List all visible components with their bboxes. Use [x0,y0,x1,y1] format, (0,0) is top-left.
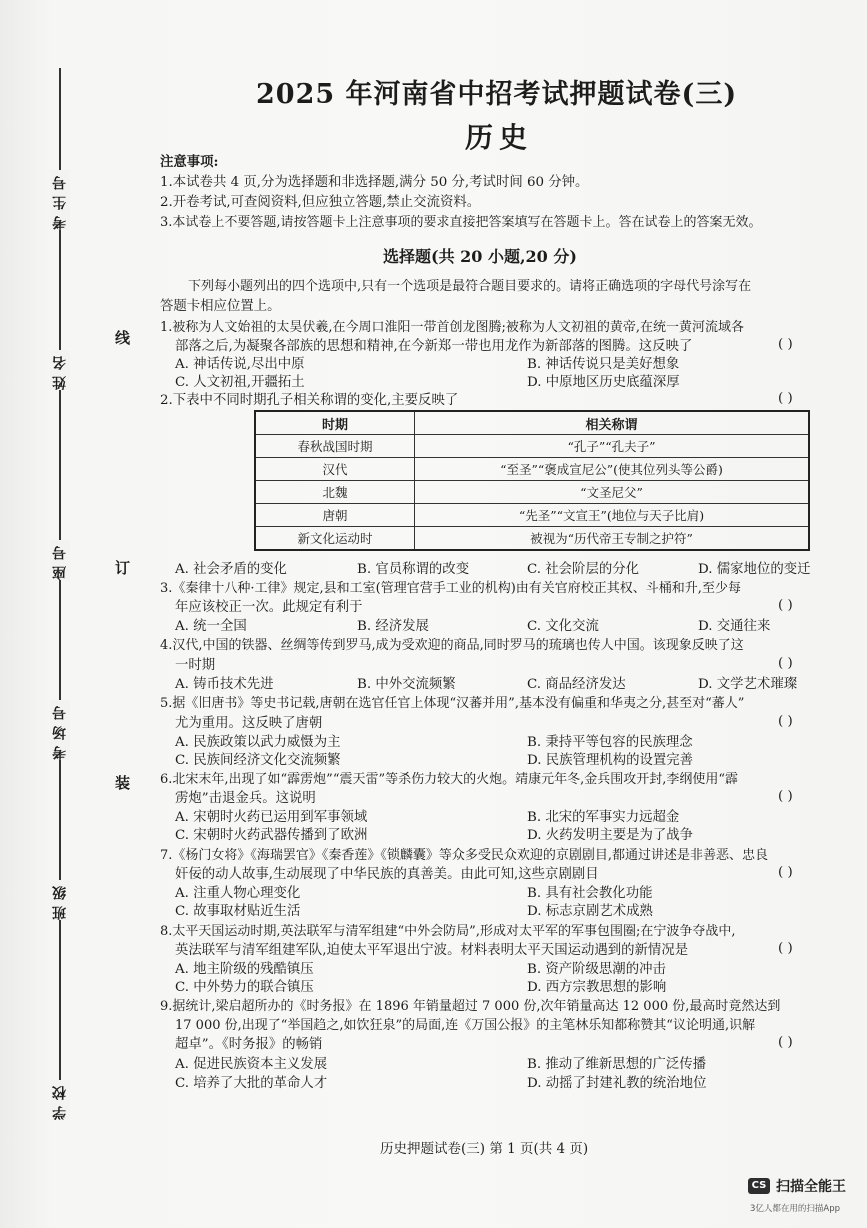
answer-blank: ( ) [778,789,793,804]
option-c: C. 中外势力的联合镇压 [175,980,314,995]
question-3-stem: 年应该校正一次。此规定有利于 [175,600,363,615]
scanner-badge [748,1176,846,1196]
option-b: B. 具有社会教化功能 [527,886,653,901]
answer-blank: ( ) [778,865,793,880]
option-a: A. 民族政策以武力威慑为主 [175,735,341,750]
table-cell: 新文化运动时 [255,527,415,551]
option-b: B. 北宋的军事实力远超金 [527,810,680,825]
subject-title: 历史 [465,121,534,154]
binding-margin [0,0,131,1228]
field-room: 考场号 [52,700,68,760]
scanner-name: 扫描全能王 [776,1179,846,1195]
option-c: C. 商品经济发达 [527,677,626,692]
option-a: A. 地主阶级的残酷镇压 [175,962,314,977]
scanner-logo-icon: CS [748,1178,770,1194]
page-footer: 历史押题试卷(三) 第 1 页(共 4 页) [380,1141,589,1157]
cut-mark-bind: 订 [113,560,131,575]
option-b: B. 资产阶级思潮的冲击 [527,962,666,977]
option-d: D. 中原地区历史底蕴深厚 [527,375,680,390]
option-d: D. 火药发明主要是为了战争 [527,828,694,843]
option-a: A. 铸币技术先进 [175,677,274,692]
option-d: D. 儒家地位的变迁 [698,562,811,577]
answer-blank: ( ) [778,1035,793,1050]
option-b: B. 官员称谓的改变 [357,562,470,577]
cut-mark-staple: 装 [113,775,131,790]
question-9-stem: 超卓”。《时务报》的畅销 [175,1037,323,1052]
option-d: D. 西方宗教思想的影响 [527,980,667,995]
table-cell: 汉代 [255,458,415,481]
option-c: C. 文化交流 [527,619,599,634]
question-6-stem: 6.北宋末年,出现了如“霹雳炮”“震天雷”等杀伤力较大的火炮。靖康元年冬,金兵围攻开封,李纲使用“霹 [160,772,739,787]
option-b: B. 中外交流频繁 [357,677,456,692]
question-7-stem: 7.《杨门女将》《海瑞罢官》《秦香莲》《锁麟囊》等众多受民众欢迎的京剧剧目,都通过讲述是非善恶、忠良 [160,848,769,863]
question-9-stem: 17 000 份,出现了“举国趋之,如饮狂泉”的局面,连《万国公报》的主笔林乐知都称赞其“议论明通,识解 [175,1018,756,1033]
section-instruction: 答题卡相应位置上。 [160,299,281,314]
option-c: C. 社会阶层的分化 [527,562,640,577]
table-cell: 春秋战国时期 [255,435,415,458]
option-c: C. 民族间经济文化交流频繁 [175,753,341,768]
answer-blank: ( ) [778,941,793,956]
option-a: A. 神话传说,尽出中原 [175,357,305,372]
cut-mark-line: 线 [113,330,131,345]
option-c: C. 人文初祖,开疆拓土 [175,375,305,390]
honorifics-table [254,410,810,551]
table-cell: 北魏 [255,481,415,504]
question-4-stem: 4.汉代,中国的铁器、丝绸等传到罗马,成为受欢迎的商品,同时罗马的琉璃也传人中国。该现象反映了这 [160,638,744,653]
table-cell: “孔子”“孔夫子” [415,435,810,458]
question-1-stem: 部落之后,为凝聚各部族的思想和精神,在今新郑一带也用龙作为新部落的图腾。这反映了 [175,339,693,354]
option-c: C. 培养了大批的革命人才 [175,1076,328,1091]
table-header-row [255,411,809,435]
option-d: D. 标志京剧艺术成熟 [527,904,653,919]
section-title: 选择题(共 20 小题,20 分) [383,247,577,266]
table-row [255,481,809,504]
option-a: A. 社会矛盾的变化 [175,562,287,577]
field-school: 学校 [52,1080,68,1120]
field-exam-number: 考生号 [52,170,68,230]
table-cell: 被视为“历代帝王专制之护符” [415,527,810,551]
note-item: 3.本试卷上不要答题,请按答题卡上注意事项的要求直接把答案填写在答题卡上。答在试卷上的答案无效。 [160,215,762,230]
question-5-stem: 尤为重用。这反映了唐朝 [175,716,323,731]
option-b: B. 经济发展 [357,619,429,634]
field-seat: 座号 [52,540,68,580]
option-a: A. 注重人物心理变化 [175,886,301,901]
scanner-tagline: 3亿人都在用的扫描App [750,1204,841,1214]
option-b: B. 神话传说只是美好想象 [527,357,680,372]
question-1-stem: 1.被称为人文始祖的太昊伏羲,在今周口淮阳一带首创龙图腾;被称为人文初祖的黄帝,在统一黄河流域各 [160,320,745,335]
answer-blank: ( ) [778,598,793,613]
option-c: C. 故事取材贴近生活 [175,904,301,919]
question-3-stem: 3.《秦律十八种·工律》规定,县和工室(管理官营手工业的机构)由有关官府校正其权、斗桶和升,至少每 [160,581,741,596]
table-row [255,504,809,527]
option-d: D. 民族管理机构的设置完善 [527,753,694,768]
note-item: 1.本试卷共 4 页,分为选择题和非选择题,满分 50 分,考试时间 60 分钟。 [160,175,589,190]
option-d: D. 文学艺术璀璨 [698,677,798,692]
answer-blank: ( ) [778,714,793,729]
notes-heading: 注意事项: [160,154,219,170]
option-a: A. 统一全国 [175,619,247,634]
section-instruction: 下列每小题列出的四个选项中,只有一个选项是最符合题目要求的。请将正确选项的字母代号涂写在 [188,279,752,294]
answer-blank: ( ) [778,391,793,406]
exam-title: 2025 年河南省中招考试押题试卷(三) [256,79,738,110]
field-class: 班级 [52,880,68,920]
question-7-stem: 奸佞的动人故事,生动展现了中华民族的真善美。由此可知,这些京剧剧目 [175,867,599,882]
question-8-stem: 英法联军与清军组建军队,迫使太平军退出宁波。材料表明太平天国运动遇到的新情况是 [175,943,689,958]
question-5-stem: 5.据《旧唐书》等史书记载,唐朝在选官任官上体现“汉蕃并用”,基本没有偏重和华夷之分,甚至对“蕃人” [160,696,745,711]
option-a: A. 促进民族资本主义发展 [175,1057,328,1072]
option-c: C. 宋朝时火药武器传播到了欧洲 [175,828,368,843]
question-9-stem: 9.据统计,梁启超所办的《时务报》在 1896 年销量超过 7 000 份,次年销量高达 12 000 份,最高时竟然达到 [160,999,781,1014]
table-row [255,458,809,481]
table-cell: “至圣”“褒成宣尼公”(使其位列头等公爵) [415,458,810,481]
table-cell: 唐朝 [255,504,415,527]
table-row [255,527,809,551]
question-6-stem: 雳炮”击退金兵。这说明 [175,791,316,806]
option-d: D. 动摇了封建礼教的统治地位 [527,1076,707,1091]
question-8-stem: 8.太平天国运动时期,英法联军与清军组建“中外会防局”,形成对太平军的军事包围圈;在宁波争夺战中, [160,924,736,939]
question-4-stem: 一时期 [175,658,216,673]
note-item: 2.开卷考试,可查阅资料,但应独立答题,禁止交流资料。 [160,195,481,210]
answer-blank: ( ) [778,656,793,671]
option-a: A. 宋朝时火药已运用到军事领域 [175,810,368,825]
table-header: 时期 [255,411,415,435]
option-b: B. 推动了维新思想的广泛传播 [527,1057,707,1072]
table-cell: “先圣”“文宣王”(地位与天子比肩) [415,504,810,527]
option-b: B. 秉持平等包容的民族理念 [527,735,693,750]
table-cell: “文圣尼父” [415,481,810,504]
table-header: 相关称谓 [415,411,810,435]
option-d: D. 交通往来 [698,619,771,634]
field-name: 姓名 [52,350,68,390]
answer-blank: ( ) [778,337,793,352]
table-row [255,435,809,458]
question-2-stem: 2.下表中不同时期孔子相关称谓的变化,主要反映了 [160,393,459,408]
